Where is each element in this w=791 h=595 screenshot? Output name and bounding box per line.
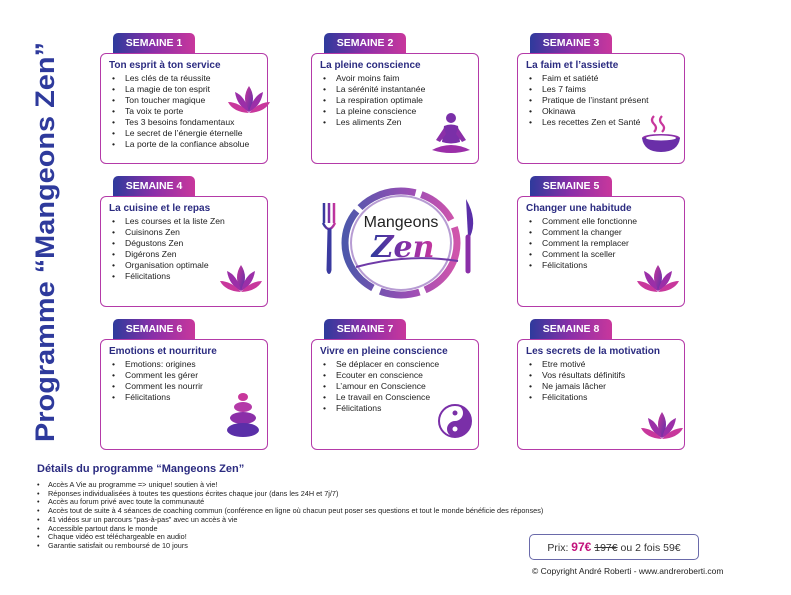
price-old: 197€ [594, 542, 618, 554]
week-tab: SEMAINE 7 [324, 319, 406, 339]
topic-item: • Etre motivé [526, 359, 625, 370]
topic-item: • Ton toucher magique [109, 95, 249, 106]
detail-item: • Garantie satisfait ou remboursé de 10 jours [37, 542, 543, 551]
week-title: Les secrets de la motivation [526, 346, 660, 357]
details-list [37, 481, 543, 551]
topic-item: • Okinawa [526, 106, 649, 117]
topic-item: • Comment elle fonctionne [526, 216, 637, 227]
week-card [100, 323, 268, 450]
topic-item: • Tes 3 besoins fondamentaux [109, 117, 249, 128]
price-installments: ou 2 fois 59€ [617, 542, 681, 554]
topic-item: • Dégustons Zen [109, 238, 225, 249]
topic-item: • Digérons Zen [109, 249, 225, 260]
topic-item: • Les recettes Zen et Santé [526, 117, 649, 128]
price-box [529, 534, 699, 560]
detail-item: • 41 vidéos sur un parcours “pas-à-pas” avec un accès à vie [37, 516, 543, 525]
topic-item: • Faim et satiété [526, 73, 649, 84]
week-topics [526, 359, 625, 403]
svg-text:Programme “Mangeons Zen”: Programme “Mangeons Zen” [30, 68, 60, 442]
week-topics [320, 73, 425, 128]
topic-item: • La porte de la confiance absolue [109, 139, 249, 150]
topic-item: • Organisation optimale [109, 260, 225, 271]
detail-item: • Accès au forum privé avec toute la communauté [37, 498, 543, 507]
topic-item: • L’amour en Conscience [320, 381, 439, 392]
fork-icon [323, 203, 335, 273]
week-tab: SEMAINE 4 [113, 176, 195, 196]
week-topics [526, 73, 649, 128]
lotus-icon [227, 84, 271, 121]
program-title [8, 40, 68, 445]
week-title: La faim et l’assiette [526, 60, 619, 71]
week-title: Changer une habitude [526, 203, 632, 214]
week-tab: SEMAINE 3 [530, 33, 612, 53]
detail-item: • Chaque vidéo est téléchargeable en audio! [37, 533, 543, 542]
week-card [100, 180, 268, 307]
week-title: La cuisine et le repas [109, 203, 211, 214]
lotus-icon [636, 263, 680, 300]
week-title: Vivre en pleine conscience [320, 346, 448, 357]
detail-item: • Accès tout de suite à 4 séances de coaching commun (conférence en ligne où chacun peut poser ses questions et tout le monde bénéficie des réponses) [37, 507, 543, 516]
topic-item: • Félicitations [320, 403, 439, 414]
topic-item: • Se déplacer en conscience [320, 359, 439, 370]
topic-item: • Comment la sceller [526, 249, 637, 260]
detail-item: • Réponses individualisées à toutes tes questions écrites chaque jour (dans les 24H et 7j/7) [37, 490, 543, 499]
week-card [517, 323, 685, 450]
topic-item: • Vos résultats définitifs [526, 370, 625, 381]
week-title: La pleine conscience [320, 60, 421, 71]
week-topics [109, 359, 203, 403]
week-card [517, 37, 685, 164]
week-tab: SEMAINE 1 [113, 33, 195, 53]
topic-item: • Ta voix te porte [109, 106, 249, 117]
lotus-icon [640, 410, 684, 447]
stones-icon [225, 392, 261, 443]
topic-item: • Comment les nourrir [109, 381, 203, 392]
detail-item: • Accessible partout dans le monde [37, 525, 543, 534]
bowl-icon [640, 114, 682, 159]
copyright: © Copyright André Roberti - www.andreroberti.com [532, 566, 724, 576]
topic-item: • Les clés de ta réussite [109, 73, 249, 84]
week-tab: SEMAINE 6 [113, 319, 195, 339]
topic-item: • Le secret de l’énergie éternelle [109, 128, 249, 139]
topic-item: • Ecouter en conscience [320, 370, 439, 381]
topic-item: • Ne jamais lâcher [526, 381, 625, 392]
topic-item: • Avoir moins faim [320, 73, 425, 84]
topic-item: • Comment la remplacer [526, 238, 637, 249]
topic-item: • Félicitations [526, 392, 625, 403]
week-card [311, 37, 479, 164]
topic-item: • Félicitations [109, 271, 225, 282]
week-topics [526, 216, 637, 271]
logo-word-zen: Zen [371, 230, 435, 265]
meditation-icon [430, 112, 472, 163]
yin-yang-icon [438, 404, 472, 443]
topic-item: • La sérénité instantanée [320, 84, 425, 95]
logo-word-mangeons: Mangeons [363, 214, 439, 231]
topic-item: • Les courses et la liste Zen [109, 216, 225, 227]
topic-item: • Comment les gérer [109, 370, 203, 381]
topic-item: • Félicitations [526, 260, 637, 271]
week-topics [320, 359, 439, 414]
week-card [311, 323, 479, 450]
week-tab: SEMAINE 5 [530, 176, 612, 196]
week-title: Ton esprit à ton service [109, 60, 221, 71]
week-card [517, 180, 685, 307]
topic-item: • Cuisinons Zen [109, 227, 225, 238]
mangeons-zen-logo [318, 175, 480, 310]
topic-item: • La respiration optimale [320, 95, 425, 106]
week-card [100, 37, 268, 164]
topic-item: • Emotions: origines [109, 359, 203, 370]
topic-item: • Comment la changer [526, 227, 637, 238]
price-label: Prix: [547, 542, 572, 554]
topic-item: • Les aliments Zen [320, 117, 425, 128]
week-tab: SEMAINE 2 [324, 33, 406, 53]
knife-icon [466, 199, 473, 271]
topic-item: • Le travail en Conscience [320, 392, 439, 403]
topic-item: • La pleine conscience [320, 106, 425, 117]
week-topics [109, 216, 225, 282]
details-title: Détails du programme “Mangeons Zen” [37, 463, 245, 475]
topic-item: • Les 7 faims [526, 84, 649, 95]
topic-item: • Félicitations [109, 392, 203, 403]
price-current: 97€ [571, 540, 592, 554]
week-title: Emotions et nourriture [109, 346, 217, 357]
week-tab: SEMAINE 8 [530, 319, 612, 339]
lotus-icon [219, 263, 263, 300]
topic-item: • La magie de ton esprit [109, 84, 249, 95]
program-details [37, 463, 543, 551]
detail-item: • Accès A Vie au programme => unique! soutien à vie! [37, 481, 543, 490]
topic-item: • Pratique de l’instant présent [526, 95, 649, 106]
